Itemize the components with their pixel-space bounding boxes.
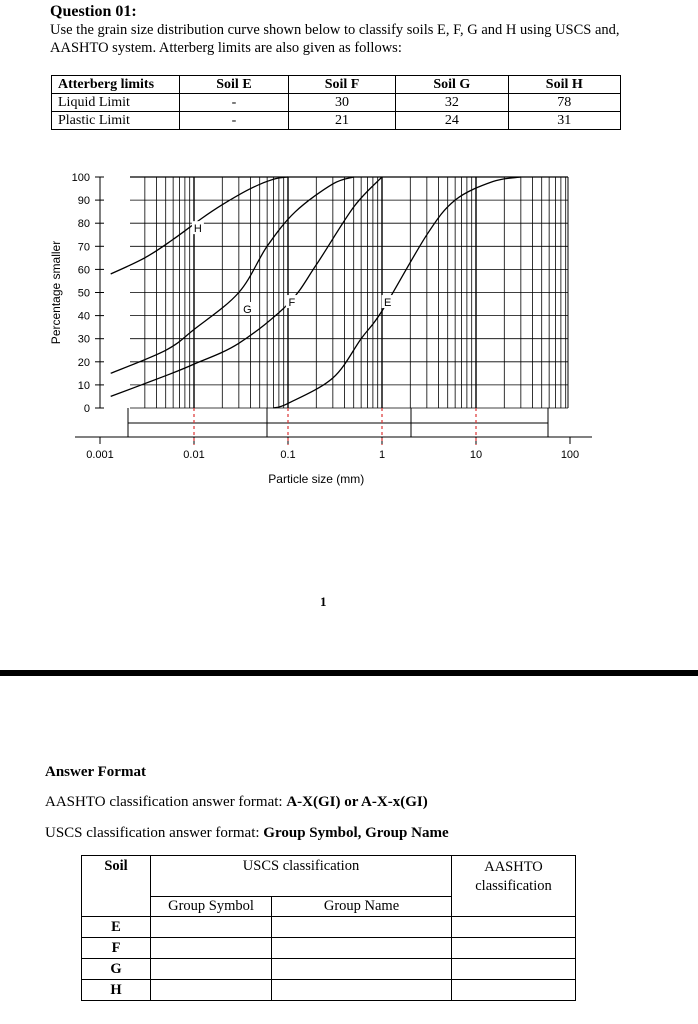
aashto-format-line (45, 794, 428, 811)
aashto-cell[interactable] (452, 959, 576, 980)
series-label-f: F (288, 297, 296, 310)
y-tick-label: 100 (71, 172, 90, 184)
x-tick-label: 0.001 (86, 449, 114, 461)
aashto-cell[interactable] (452, 938, 576, 959)
y-tick-label: 50 (77, 287, 90, 300)
chart-labels (49, 172, 579, 486)
atterberg-cell: 21 (288, 112, 395, 130)
atterberg-header-row (52, 76, 621, 94)
question-text: Use the grain size distribution curve shown below to classify soils E, F, G and H using USCS and, AASHTO system. Atterberg limits are also given as follows: (50, 22, 620, 56)
y-tick-label: 90 (77, 195, 90, 208)
aashto-cell[interactable] (452, 980, 576, 1001)
atterberg-header-cell: Soil H (508, 76, 620, 94)
x-tick-label: 1 (378, 449, 386, 461)
series-label-h: H (193, 223, 202, 236)
y-tick-label: 10 (77, 379, 90, 392)
atterberg-cell: 24 (396, 112, 508, 130)
page-number: 1 (320, 594, 327, 609)
answer-header-row (82, 856, 576, 897)
atterberg-cell: Plastic Limit (52, 112, 180, 130)
x-tick-label: 0.01 (183, 449, 205, 461)
page-divider (0, 670, 698, 676)
soil-label: G (82, 959, 151, 980)
uscs-header: USCS classification (151, 856, 452, 897)
y-tick-label: 40 (77, 310, 90, 323)
soil-header: Soil (82, 856, 151, 917)
series-label-g: G (243, 303, 252, 316)
atterberg-cell: - (180, 94, 289, 112)
group-symbol-cell[interactable] (151, 917, 272, 938)
atterberg-cell: - (180, 112, 289, 130)
group-name-cell[interactable] (272, 917, 452, 938)
series-line-f (111, 177, 382, 396)
answer-format-title: Answer Format (45, 764, 146, 780)
soil-label: F (82, 938, 151, 959)
group-symbol-cell[interactable] (151, 938, 272, 959)
x-tick-label: 0.1 (280, 449, 296, 461)
uscs-format-line (45, 825, 449, 842)
group-name-cell[interactable] (272, 938, 452, 959)
y-axis-label: Percentage smaller (49, 240, 63, 345)
atterberg-row-liquid-limit (52, 94, 621, 112)
soil-label: H (82, 980, 151, 1001)
atterberg-row-plastic-limit (52, 112, 621, 130)
atterberg-header-cell: Atterberg limits (52, 76, 180, 94)
atterberg-cell: 30 (288, 94, 395, 112)
group-symbol-cell[interactable] (151, 980, 272, 1001)
uscs-format-value: Group Symbol, Group Name (263, 825, 449, 841)
answer-row-g (82, 959, 576, 980)
aashto-header: AASHTO classification (452, 856, 576, 917)
y-tick-label: 60 (77, 264, 90, 277)
atterberg-cell: 78 (508, 94, 620, 112)
series-label-e: E (384, 297, 392, 310)
answer-row-e (82, 917, 576, 938)
aashto-format-prefix: AASHTO classification answer format: (45, 794, 287, 810)
y-tick-label: 30 (77, 333, 90, 346)
grain-size-chart (0, 160, 698, 490)
group-symbol-header: Group Symbol (151, 897, 272, 917)
y-tick-label: 20 (77, 356, 90, 369)
atterberg-header-cell: Soil G (396, 76, 508, 94)
aashto-format-value: A-X(GI) or A-X-x(GI) (286, 794, 428, 810)
series-line-g (111, 177, 354, 373)
answer-row-f (82, 938, 576, 959)
question-title: Question 01: (50, 3, 137, 20)
x-tick-label: 10 (469, 449, 483, 461)
y-tick-label: 0 (83, 403, 90, 415)
atterberg-cell: 32 (396, 94, 508, 112)
uscs-format-prefix: USCS classification answer format: (45, 825, 264, 841)
answer-row-h (82, 980, 576, 1001)
chart-axes (75, 177, 592, 445)
y-tick-label: 80 (77, 218, 90, 231)
group-name-cell[interactable] (272, 980, 452, 1001)
answer-table (81, 855, 576, 1001)
atterberg-header-cell: Soil E (180, 76, 289, 94)
group-symbol-cell[interactable] (151, 959, 272, 980)
x-axis-label: Particle size (mm) (268, 472, 365, 486)
y-tick-label: 70 (77, 241, 90, 254)
x-tick-label: 100 (560, 449, 580, 461)
atterberg-header-cell: Soil F (288, 76, 395, 94)
chart-grid (130, 177, 568, 408)
group-name-cell[interactable] (272, 959, 452, 980)
atterberg-cell: Liquid Limit (52, 94, 180, 112)
aashto-cell[interactable] (452, 917, 576, 938)
group-name-header: Group Name (272, 897, 452, 917)
atterberg-table (51, 75, 621, 130)
atterberg-cell: 31 (508, 112, 620, 130)
soil-label: E (82, 917, 151, 938)
